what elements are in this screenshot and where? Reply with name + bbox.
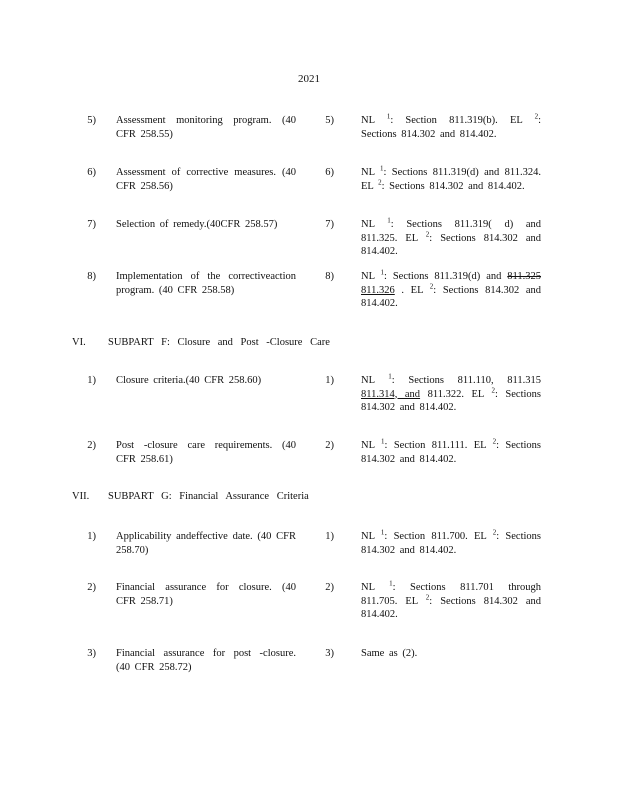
footnote-mark: 1: [387, 216, 391, 225]
requirement-text: Assessment of corrective measures. (40 CFR 258.56): [116, 167, 296, 192]
footnote-mark: 2: [425, 230, 430, 238]
nl-label: NL: [361, 271, 375, 282]
requirement-text: Post -closure care requirements. (40 CFR 258.61): [116, 440, 296, 465]
footnote-mark: 2: [491, 386, 495, 394]
citation-text: [361, 166, 541, 193]
footnote-mark: 1: [380, 268, 385, 277]
nl-citation: : Sections 811.319( d) and 811.325.: [361, 219, 542, 244]
citation-text: Same as (2).: [361, 648, 418, 659]
footnote-mark: 2: [429, 282, 434, 290]
nl-citation: : Section 811.111.: [384, 440, 468, 451]
nl-citation: : Section 811.319(b).: [390, 115, 498, 126]
requirement-text: Assessment monitoring program. (40 CFR 258.55): [116, 115, 296, 140]
section-roman: VII.: [72, 491, 90, 502]
el-label: . EL: [401, 284, 424, 296]
nl-citation: : Sections 811.319(d) and: [384, 271, 502, 282]
el-citation: : Sections 814.302 and 814.402.: [361, 115, 542, 140]
section-title: SUBPART F: Closure and Post -Closure Care: [108, 337, 330, 348]
el-citation: : Sections 814.302 and 814.402.: [361, 284, 542, 309]
row-number: 3): [325, 648, 334, 659]
citation-text: [361, 270, 541, 311]
footnote-mark: 1: [380, 164, 384, 173]
footnote-mark: 1: [389, 579, 393, 588]
citation-text: [361, 374, 541, 415]
footnote-mark: 1: [381, 437, 385, 446]
requirement-text: Selection of remedy.(40CFR 258.57): [116, 219, 278, 230]
nl-citation-tail: 811.322.: [427, 388, 464, 400]
nl-citation: : Sections 811.701 through 811.705.: [361, 582, 541, 607]
el-citation: : Sections 814.302 and 814.402.: [361, 440, 541, 465]
nl-label: NL: [361, 582, 375, 593]
requirement-text: Financial assurance for closure. (40 CFR 258.71): [116, 582, 296, 607]
el-citation: : Sections 814.302 and 814.402.: [361, 388, 542, 413]
el-citation: : Sections 814.302 and 814.402.: [361, 531, 542, 556]
nl-citation: : Section 811.700.: [384, 531, 468, 542]
citation-text: [361, 581, 541, 622]
row-number: 5): [325, 115, 334, 126]
row-number: 2): [87, 582, 96, 593]
section-roman: VI.: [72, 337, 86, 348]
struck-citation: 811.325: [507, 271, 542, 282]
footnote-mark: 2: [378, 178, 382, 186]
footnote-mark: 2: [425, 593, 430, 601]
nl-citation: : Sections 811.110, 811.315: [391, 375, 541, 386]
row-number: 6): [325, 167, 334, 178]
row-number: 8): [325, 271, 334, 282]
row-number: 2): [325, 440, 334, 451]
section-heading: [72, 336, 572, 350]
el-citation: : Sections 814.302 and 814.402.: [381, 180, 525, 192]
section-title: SUBPART G: Financial Assurance Criteria: [108, 491, 309, 502]
row-number: 2): [87, 440, 96, 451]
citation-text: [361, 530, 541, 557]
nl-label: NL: [361, 115, 375, 126]
row-number: 6): [87, 167, 96, 178]
nl-label: NL: [361, 440, 375, 451]
footnote-mark: 2: [492, 528, 497, 537]
citation-text: [361, 439, 541, 466]
inserted-citation: 811.326: [361, 284, 395, 296]
requirement-text: Implementation of the correctiveaction program. (40 CFR 258.58): [116, 271, 296, 296]
el-citation: : Sections 814.302 and 814.402.: [361, 595, 542, 620]
nl-label: NL: [361, 375, 375, 386]
nl-citation: : Sections 811.319(d) and 811.324.: [383, 167, 542, 178]
row-number: 7): [87, 219, 96, 230]
footnote-mark: 1: [388, 372, 392, 381]
nl-label: NL: [361, 167, 375, 178]
footnote-mark: 1: [380, 528, 385, 537]
el-label: EL: [405, 232, 418, 244]
row-number: 1): [87, 531, 96, 542]
el-label: EL: [361, 180, 374, 192]
row-number: 5): [87, 115, 96, 126]
citation-text: [361, 114, 541, 141]
footnote-mark: 1: [386, 112, 391, 121]
requirement-text: Financial assurance for post -closure. (40 CFR 258.72): [116, 648, 296, 673]
el-label: EL: [405, 595, 418, 607]
row-number: 1): [325, 375, 334, 386]
el-citation: : Sections 814.302 and 814.402.: [361, 232, 542, 257]
citation-text: [361, 218, 541, 259]
footnote-mark: 2: [534, 112, 539, 121]
row-number: 2): [325, 582, 334, 593]
footnote-mark: 2: [492, 437, 497, 446]
inserted-citation: 811.314, and: [361, 388, 421, 400]
el-label: EL: [473, 440, 487, 451]
nl-label: NL: [361, 219, 375, 230]
row-number: 7): [325, 219, 334, 230]
row-number: 1): [87, 375, 96, 386]
row-number: 1): [325, 531, 334, 542]
row-number: 8): [87, 271, 96, 282]
requirement-text: Applicability andeffective date. (40 CFR 258.70): [116, 531, 296, 556]
el-label: EL: [471, 388, 484, 400]
row-number: 3): [87, 648, 96, 659]
el-label: EL: [474, 531, 487, 542]
requirement-text: Closure criteria.(40 CFR 258.60): [116, 375, 262, 386]
page-number: 2021: [298, 73, 320, 85]
el-label: EL: [509, 115, 523, 126]
nl-label: NL: [361, 531, 375, 542]
section-heading: [72, 490, 572, 504]
